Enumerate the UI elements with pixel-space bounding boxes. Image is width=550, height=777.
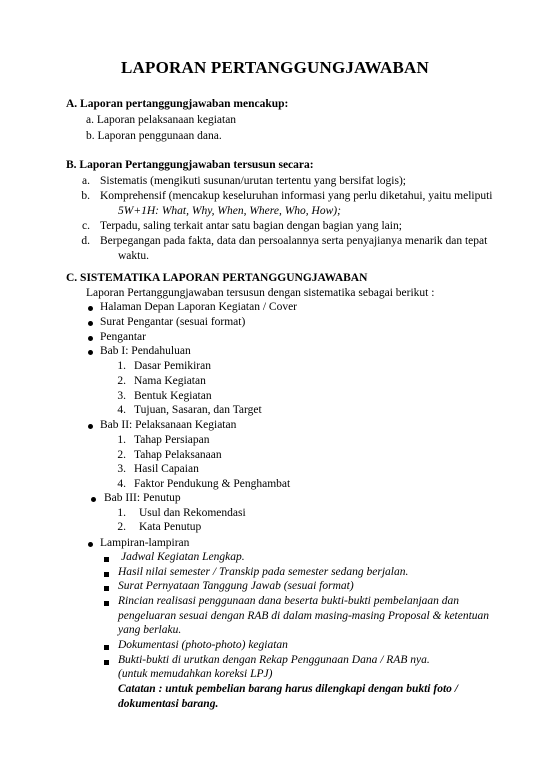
section-b-item: Terpadu, saling terkait antar satu bagian dengan bagian yang lain; bbox=[100, 220, 402, 232]
bab2-item: Tahap Pelaksanaan bbox=[134, 449, 222, 461]
toc-item: Lampiran-lampiran bbox=[100, 537, 190, 549]
section-a-item: b. Laporan penggunaan dana. bbox=[86, 130, 222, 142]
toc-item: Bab II: Pelaksanaan Kegiatan bbox=[100, 419, 237, 431]
list-marker: 4. bbox=[117, 404, 126, 416]
square-bullet-icon bbox=[104, 572, 109, 577]
bab3-item: Kata Penutup bbox=[139, 521, 202, 533]
square-bullet-icon bbox=[104, 601, 109, 606]
list-marker: 4. bbox=[117, 478, 126, 490]
bab2-item: Faktor Pendukung & Penghambat bbox=[134, 478, 291, 490]
bab1-item: Nama Kegiatan bbox=[134, 375, 206, 387]
list-marker: 3. bbox=[117, 463, 126, 475]
list-marker: a. bbox=[82, 175, 90, 187]
document-title: LAPORAN PERTANGGUNGJAWABAN bbox=[121, 58, 429, 77]
section-b-item: Sistematis (mengikuti susunan/urutan tertentu yang bersifat logis); bbox=[100, 175, 406, 187]
lampiran-note: (untuk memudahkan koreksi LPJ) bbox=[118, 668, 273, 680]
square-bullet-icon bbox=[104, 645, 109, 650]
section-c-intro: Laporan Pertanggungjawaban tersusun dengan sistematika sebagai berikut : bbox=[86, 287, 435, 299]
bab1-item: Tujuan, Sasaran, dan Target bbox=[134, 404, 262, 416]
toc-item: Halaman Depan Laporan Kegiatan / Cover bbox=[100, 301, 298, 313]
lampiran-item-continuation: pengeluaran sesuai dengan RAB di dalam masing-masing Proposal & ketentuan bbox=[118, 610, 490, 622]
lampiran-item: Bukti-bukti di urutkan dengan Rekap Penggunaan Dana / RAB nya. bbox=[118, 654, 430, 666]
bab2-item: Hasil Capaian bbox=[134, 463, 199, 475]
bullet-icon bbox=[91, 497, 96, 502]
list-marker: c. bbox=[82, 220, 90, 232]
section-b-heading: B. Laporan Pertanggungjawaban tersusun secara: bbox=[66, 159, 314, 171]
bullet-icon bbox=[88, 542, 93, 547]
list-marker: 1. bbox=[117, 507, 126, 519]
list-marker: 1. bbox=[117, 434, 126, 446]
list-marker: 3. bbox=[117, 390, 126, 402]
section-b-item: Komprehensif (mencakup keseluruhan informasi yang perlu diketahui, yaitu meliputi bbox=[100, 190, 493, 202]
bab1-item: Dasar Pemikiran bbox=[134, 360, 211, 372]
section-a-heading: A. Laporan pertanggungjawaban mencakup: bbox=[66, 98, 289, 110]
square-bullet-icon bbox=[104, 586, 109, 591]
square-bullet-icon bbox=[104, 660, 109, 665]
lampiran-item: Dokumentasi (photo-photo) kegiatan bbox=[118, 639, 288, 651]
section-b-item-continuation: waktu. bbox=[118, 250, 149, 262]
bab1-item: Bentuk Kegiatan bbox=[134, 390, 212, 402]
lampiran-item: Rincian realisasi penggunaan dana beserta bukti-bukti pembelanjaan dan bbox=[118, 595, 460, 607]
bullet-icon bbox=[88, 350, 93, 355]
list-marker: 2. bbox=[117, 449, 126, 461]
section-a-item: a. Laporan pelaksanaan kegiatan bbox=[86, 114, 237, 126]
list-marker: d. bbox=[81, 235, 90, 247]
section-b-item: Berpegangan pada fakta, data dan persoalannya serta penyajianya menarik dan tepat bbox=[100, 235, 488, 247]
toc-item: Bab III: Penutup bbox=[104, 492, 181, 504]
toc-item: Surat Pengantar (sesuai format) bbox=[100, 316, 246, 328]
square-bullet-icon bbox=[104, 557, 109, 562]
list-marker: 1. bbox=[117, 360, 126, 372]
lampiran-item: Surat Pernyataan Tanggung Jawab (sesuai format) bbox=[118, 580, 354, 592]
lampiran-catatan: Catatan : untuk pembelian barang harus dilengkapi dengan bukti foto / bbox=[118, 683, 458, 695]
lampiran-item: Hasil nilai semester / Transkip pada semester sedang berjalan. bbox=[118, 566, 409, 578]
section-c-heading: C. SISTEMATIKA LAPORAN PERTANGGUNGJAWABAN bbox=[66, 272, 368, 284]
toc-item: Pengantar bbox=[100, 331, 146, 343]
lampiran-catatan-continuation: dokumentasi barang. bbox=[118, 698, 219, 710]
list-marker: 2. bbox=[117, 375, 126, 387]
bullet-icon bbox=[88, 336, 93, 341]
list-marker: b. bbox=[81, 190, 90, 202]
bullet-icon bbox=[88, 321, 93, 326]
section-b-item-continuation: 5W+1H: What, Why, When, Where, Who, How); bbox=[118, 205, 341, 217]
bullet-icon bbox=[88, 424, 93, 429]
bab3-item: Usul dan Rekomendasi bbox=[139, 507, 246, 519]
lampiran-item: Jadwal Kegiatan Lengkap. bbox=[121, 551, 245, 563]
bullet-icon bbox=[88, 306, 93, 311]
bab2-item: Tahap Persiapan bbox=[134, 434, 210, 446]
list-marker: 2. bbox=[117, 521, 126, 533]
lampiran-item-continuation: yang berlaku. bbox=[118, 624, 182, 636]
toc-item: Bab I: Pendahuluan bbox=[100, 345, 191, 357]
